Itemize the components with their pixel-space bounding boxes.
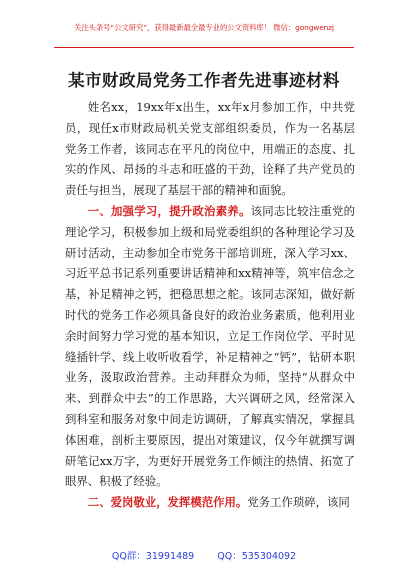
contact-footer — [0, 548, 408, 562]
section-1-text: 该同志比较注重党的理论学习，积极参加上级和局党委组织的各种理论学习及研讨活动，主动参加全市党务干部培训班，深入学习xx、习近平总书记系列重要讲话精神和xx精神等，筑牢信念之基，补足精神之钙，把稳思想之舵。该同志深知，做好新时代的党务工作必须具备良好的政治业务素质，他利用业余时间努力学习党的基本知识，立足工作岗位学、平时见缝插针学、线上收听收看学，补足精神之“钙”，钻研本职业务，汲取政治营养。主动拜群众为师，坚持“从群众中来、到群众中去”的工作思路，大兴调研之风，经常深入到科室和服务对象中间走访调研，了解真实情况，掌握具体困难，剖析主要原因，提出对策建议，仅今年就撰写调研笔记xx万字，为更好开展党务工作倾注的热情、拓宽了眼界、积极了经验。 — [65, 203, 355, 489]
intro-paragraph: 姓名xx，19xx年x出生，xx年x月参加工作，中共党员，现任x市财政局机关党支部组织委员，作为一名基层党务工作者，该同志在平凡的岗位中，用端正的态度、扎实的作风、昂扬的斗志和旺盛的干劲，诠释了共产党员的责任与担当，展现了基层干部的精神和面貌。 — [65, 100, 355, 198]
document-body — [65, 97, 355, 513]
section-2-text: 党务工作琐碎，该同 — [247, 495, 350, 510]
promo-banner — [0, 0, 408, 48]
footer-qq: QQ：535304092 — [217, 551, 297, 562]
section-1-heading: 一、加强学习，提升政治素养。 — [87, 203, 251, 218]
promo-banner-text: 关注头条号“公文研究”，获得最新最全最专业的公文资料库！ 微信：gongwenzj — [54, 22, 354, 48]
footer-qq-group: QQ群：31991489 — [111, 551, 195, 562]
section-2-heading: 二、爱岗敬业，发挥模范作用。 — [87, 495, 248, 510]
section-1-paragraph — [65, 201, 355, 492]
document-title: 某市财政局党务工作者先进事迹材料 — [68, 71, 340, 90]
section-2-paragraph — [65, 492, 355, 513]
